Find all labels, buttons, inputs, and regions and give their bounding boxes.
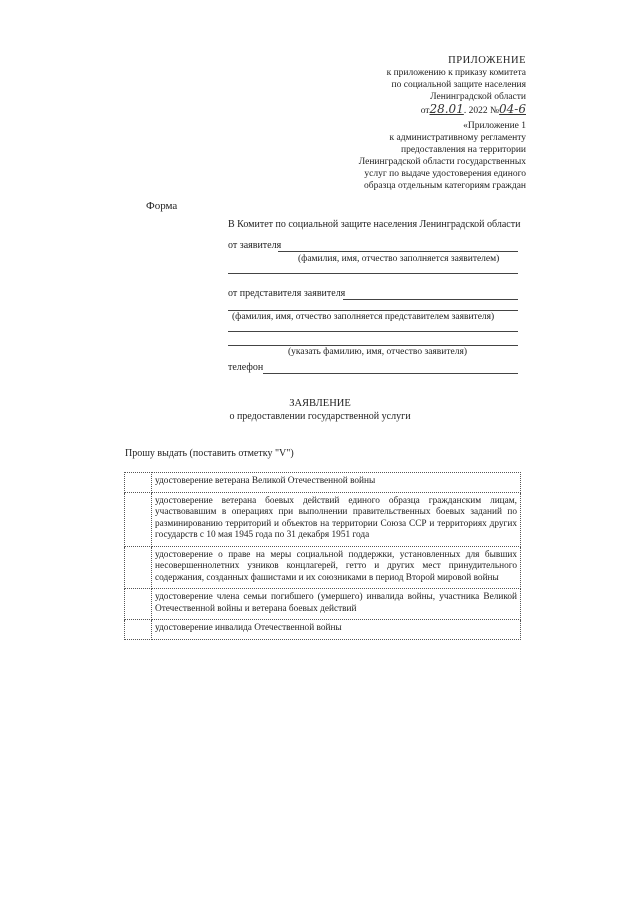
applicant-hint: (фамилия, имя, отчество заполняется заявителем) (298, 254, 500, 264)
regulation-line-4: Ленинградской области государственных (358, 157, 526, 167)
option-checkbox-1[interactable] (125, 473, 152, 493)
regulation-line-6: образца отдельным категориям граждан (364, 181, 526, 191)
table-row (125, 589, 521, 620)
from-applicant-label: от заявителя (228, 240, 282, 251)
appendix-date-line (266, 103, 526, 117)
statement-title: ЗАЯВЛЕНИЕ (289, 398, 351, 409)
date-number-handwritten: 04-6 (499, 102, 526, 116)
option-text-4: удостоверение члена семьи погибшего (умершего) инвалида войны, участника Великой Отечественной войны и ветерана боевых действий (152, 589, 521, 620)
table-row (125, 546, 521, 589)
option-text-5: удостоверение инвалида Отечественной войны (152, 620, 521, 640)
regulation-line-3: предоставления на территории (401, 145, 526, 155)
applicant-name-field[interactable] (278, 251, 518, 252)
table-row (125, 620, 521, 640)
applicant-name-field-2[interactable] (228, 273, 518, 274)
phone-label: телефон (228, 362, 264, 373)
regulation-appendix-block (266, 120, 526, 192)
representative-hint: (фамилия, имя, отчество заполняется представителем заявителя) (232, 312, 495, 322)
appendix-line-1: к приложению к приказу комитета (386, 68, 526, 78)
option-checkbox-2[interactable] (125, 492, 152, 546)
regulation-line-2: к административному регламенту (389, 133, 526, 143)
statement-subtitle: о предоставлении государственной услуги (229, 411, 411, 422)
from-representative-label: от представителя заявителя (228, 288, 346, 299)
recipient-line: В Комитет по социальной защите населения Ленинградской области (228, 219, 521, 230)
applicant-name-field-3[interactable] (228, 345, 518, 346)
date-day-handwritten: 28.01 (429, 102, 464, 116)
appendix-block (266, 55, 526, 117)
options-table (124, 472, 521, 640)
appendix-line-3: Ленинградской области (430, 92, 526, 102)
phone-field[interactable] (263, 373, 518, 374)
regulation-line-1: «Приложение 1 (463, 121, 526, 131)
date-prefix: от (420, 106, 430, 116)
option-text-2: удостоверение ветерана боевых действий единого образца гражданским лицам, участвовавшим в операциях при выполнении правительственных боевых заданий по разминированию территорий и объектов на территории Союза ССР и территориях других государств с 10 мая 1945 года по 31 декабря 1951 года (152, 492, 521, 546)
date-year: . 2022 № (463, 106, 500, 116)
request-intro: Прошу выдать (поставить отметку "V") (125, 448, 294, 459)
option-text-3: удостоверение о праве на меры социальной поддержки, установленных для бывших несовершеннолетних узников концлагерей, гетто и других мест принудительного содержания, созданных фашистами и их союзниками в период Второй мировой войны (152, 546, 521, 589)
table-row (125, 473, 521, 493)
representative-name-field-2[interactable] (228, 310, 518, 311)
representative-extra-field[interactable] (228, 331, 518, 332)
form-label: Форма (146, 200, 178, 212)
option-text-1: удостоверение ветерана Великой Отечественной войны (152, 473, 521, 493)
representative-name-field[interactable] (343, 299, 518, 300)
option-checkbox-3[interactable] (125, 546, 152, 589)
regulation-line-5: услуг по выдаче удостоверения единого (364, 169, 526, 179)
applicant-name-hint: (указать фамилию, имя, отчество заявителя) (288, 347, 468, 357)
table-row (125, 492, 521, 546)
appendix-title: ПРИЛОЖЕНИЕ (448, 55, 526, 66)
option-checkbox-4[interactable] (125, 589, 152, 620)
appendix-line-2: по социальной защите населения (391, 80, 526, 90)
option-checkbox-5[interactable] (125, 620, 152, 640)
